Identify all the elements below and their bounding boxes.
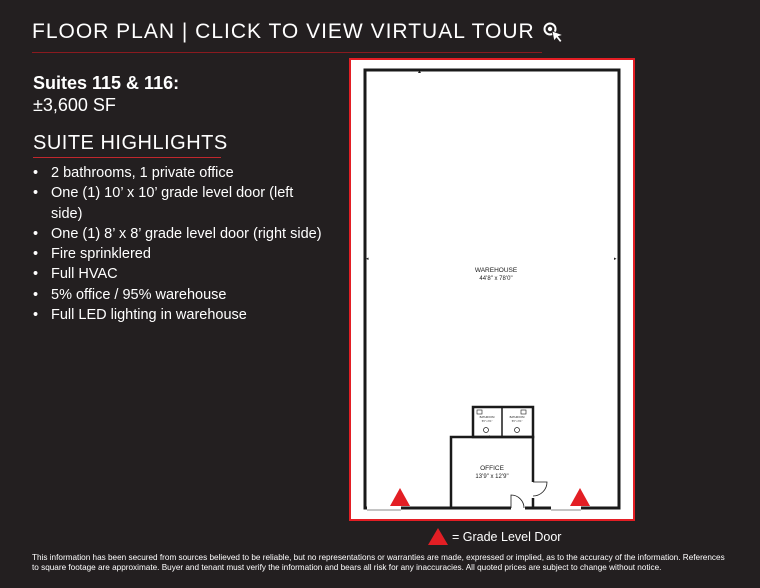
virtual-tour-link[interactable]: [32, 20, 565, 44]
svg-text:▲: ▲: [417, 69, 422, 75]
list-item: • Fire sprinklered: [33, 244, 323, 264]
suite-area: ±3,600 SF: [33, 95, 116, 115]
grade-door-marker-right: [570, 488, 590, 506]
cursor-click-icon[interactable]: [541, 20, 565, 44]
office-dims: 13’9" x 12’9": [475, 474, 509, 480]
list-item: • Full HVAC: [33, 264, 323, 284]
suite-title: Suites 115 & 116:: [33, 73, 180, 93]
page-title[interactable]: FLOOR PLAN | CLICK TO VIEW VIRTUAL TOUR: [32, 20, 535, 43]
list-item: • Full LED lighting in warehouse: [33, 305, 323, 325]
header-divider: [32, 52, 542, 53]
red-triangle-icon: [428, 528, 448, 545]
list-item: • One (1) 10’ x 10’ grade level door (left side): [33, 183, 323, 224]
warehouse-label: WAREHOUSE: [474, 267, 518, 274]
legend-label: = Grade Level Door: [452, 529, 562, 544]
highlights-list: [33, 163, 323, 325]
disclaimer: This information has been secured from sources believed to be reliable, but no representations or warranties are made, expressed or implied, as to the accuracy of the information. References to square footage are approximate. Buyer and tenant must verify the information and bears all risk for any inaccuracies. All quoted prices are subject to change without notice.: [32, 553, 725, 573]
svg-text:▲: ▲: [487, 434, 492, 440]
highlights-title: SUITE HIGHLIGHTS: [33, 132, 228, 154]
list-item: • 5% office / 95% warehouse: [33, 285, 323, 305]
floor-plan-drawing: [351, 60, 633, 519]
bathroom-label: BATHROOM: [479, 416, 495, 419]
bathroom-label: BATHROOM: [509, 416, 525, 419]
legend: [428, 528, 561, 545]
list-item: • 2 bathrooms, 1 private office: [33, 163, 323, 183]
bathroom-dims: 5’0" x 6’1": [511, 420, 523, 423]
grade-door-marker-left: [390, 488, 410, 506]
highlights-divider: [33, 157, 221, 158]
office-label: OFFICE: [480, 465, 504, 472]
svg-text:▸: ▸: [614, 256, 617, 262]
list-item: • One (1) 8’ x 8’ grade level door (right side): [33, 224, 323, 244]
svg-text:◂: ◂: [366, 256, 369, 262]
floor-plan[interactable]: [349, 58, 635, 521]
bathroom-dims: 5’0" x 6’1": [481, 420, 493, 423]
warehouse-dims: 44’8" x 78’0": [479, 276, 513, 282]
